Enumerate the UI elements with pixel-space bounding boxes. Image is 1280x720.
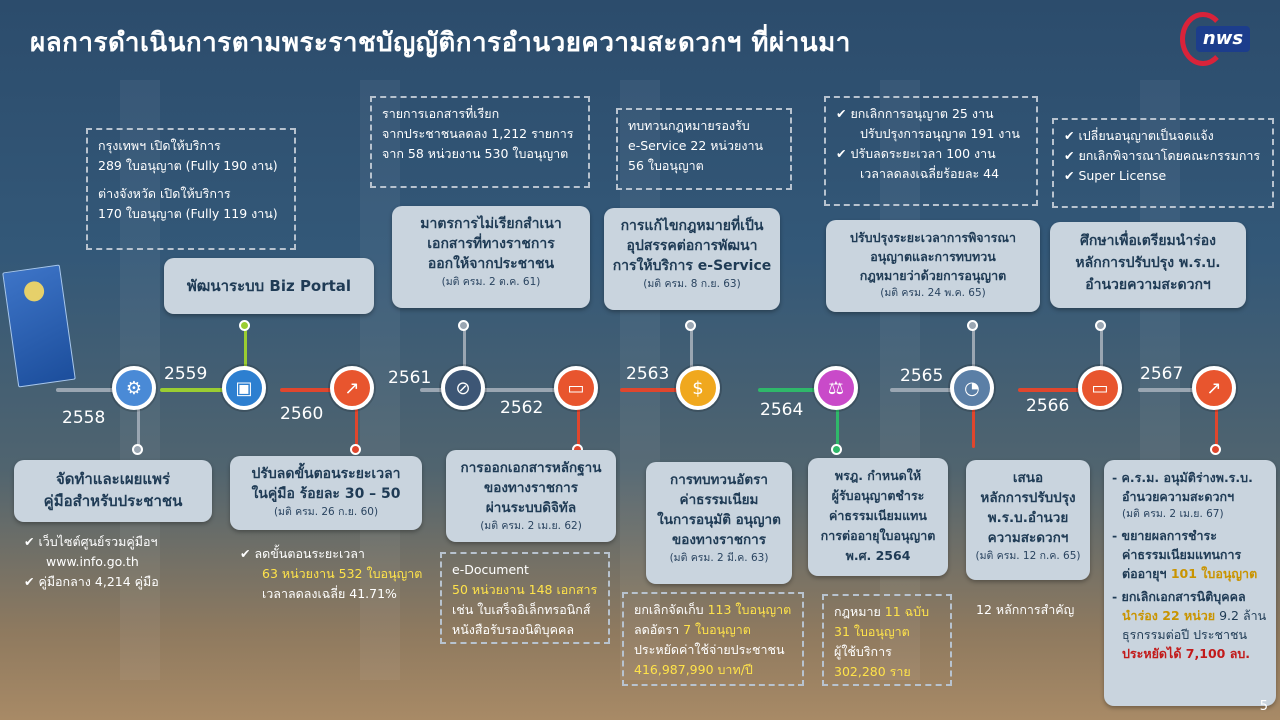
box-line: หลักการปรับปรุง: [980, 490, 1076, 506]
note-line: e-Document: [452, 562, 529, 577]
laptop-icon: ▭: [554, 366, 598, 410]
no-copy-box: [392, 206, 590, 308]
note-line: 416,987,990 บาท/ปี: [634, 662, 753, 677]
connector: [690, 330, 693, 368]
note-line: ผู้ใช้บริการ: [834, 644, 892, 659]
box-line: ปรับปรุงระยะเวลาการพิจารณา: [850, 230, 1016, 245]
box-line: การให้บริการ e-Service: [612, 258, 772, 274]
logo-text: nws: [1196, 26, 1250, 52]
connector-dot: [239, 320, 250, 331]
box-line: จัดทำและเผยแพร่: [55, 470, 171, 488]
monitor-icon: ▣: [222, 366, 266, 410]
clock-icon: ◔: [950, 366, 994, 410]
year-label: 2565: [900, 366, 944, 386]
box-text: 9.2 ล้าน: [1215, 608, 1267, 623]
manual-note: [14, 528, 212, 602]
box-sub: (มติ ครม. 26 ก.ย. 60): [273, 506, 379, 518]
box-line: พรฎ. กำหนดให้: [834, 468, 922, 483]
note-line: เช่น ใบเสร็จอิเล็กทรอนิกส์: [452, 602, 591, 617]
pilot-box: [1050, 222, 1246, 308]
note-text: ยกเลิกจัดเก็บ: [634, 602, 708, 617]
note-line: ปรับปรุงการอนุญาต 191 งาน: [860, 126, 1020, 141]
box-line: ในคู่มือ ร้อยละ 30 – 50: [251, 486, 401, 502]
propose-note: 12 หลักการสำคัญ: [976, 602, 1075, 617]
box-sub: (มติ ครม. 8 ก.ย. 63): [643, 278, 741, 290]
box-line: - ขยายผลการชำระ: [1112, 528, 1217, 543]
manual-box: [14, 460, 212, 522]
chart-up-icon: ↗: [330, 366, 374, 410]
box-line: ออกให้จากประชาชน: [427, 256, 555, 272]
note-text: เปลี่ยนอนุญาตเป็นจดแจ้ง: [1078, 128, 1214, 143]
note-text: ปรับลดระยะเวลา 100 งาน: [850, 146, 996, 161]
note-line: ✔ ปรับลดระยะเวลา 100 งาน: [836, 146, 996, 161]
note-line: ✔ Super License: [1064, 168, 1167, 183]
note-line: เวลาลดลงเฉลี่ยร้อยละ 44: [860, 166, 1000, 181]
connector: [355, 408, 358, 448]
note-line: ✔ ยกเลิกพิจารณาโดยคณะกรรมการ: [1064, 148, 1261, 163]
box-sub: (มติ ครม. 2 เม.ย. 67): [1122, 508, 1224, 520]
box-line: ของทางราชการ: [672, 532, 766, 548]
box-line: เอกสารที่ทางราชการ: [427, 236, 555, 252]
note-text: ยกเลิกการอนุญาต 25 งาน: [850, 106, 994, 121]
reduce-note: [230, 540, 422, 614]
box-line: พ.ศ. 2564: [845, 548, 911, 563]
note-line: [634, 620, 792, 640]
note-line: ต่างจังหวัด เปิดให้บริการ: [98, 186, 231, 201]
box-line: การทบทวนอัตรา: [670, 472, 768, 488]
fee-note: [622, 592, 804, 686]
connector-dot: [685, 320, 696, 331]
page-number: 5: [1259, 699, 1268, 714]
note-line: e-Service 22 หน่วยงาน: [628, 138, 764, 153]
connector: [836, 408, 839, 448]
note-line: ทบทวนกฎหมายรองรับ: [628, 118, 750, 133]
box-line: [1112, 606, 1268, 625]
box-line: หลักการปรับปรุง พ.ร.บ.: [1075, 255, 1221, 271]
note-text: ยกเลิกพิจารณาโดยคณะกรรมการ: [1078, 148, 1261, 163]
box-text: ต่ออายุฯ: [1122, 566, 1171, 581]
box-highlight: นำร่อง 22 หน่วย: [1122, 608, 1216, 623]
search-gear-icon: ⚙: [112, 366, 156, 410]
box-sub: (มติ ครม. 2 เม.ย. 62): [480, 520, 582, 532]
box-line: อำนวยความสะดวกฯ: [1122, 489, 1235, 504]
law-fix-box: [604, 208, 780, 310]
box-line: ปรับลดขั้นตอนระยะเวลา: [251, 466, 401, 482]
nws-logo: [1178, 8, 1260, 70]
year-label: 2567: [1140, 364, 1184, 384]
final-box: [1104, 460, 1276, 706]
seal-icon: [23, 280, 46, 303]
propose-box: [966, 460, 1090, 580]
box-line: เสนอ: [1012, 470, 1044, 486]
year-label: 2563: [626, 364, 670, 384]
bizportal-box: พัฒนาระบบ Biz Portal: [164, 258, 374, 314]
connector: [972, 330, 975, 368]
box-line: อุปสรรคต่อการพัฒนา: [626, 238, 758, 254]
bizportal-note: [86, 128, 296, 250]
review-box: [826, 220, 1040, 312]
note-text: กฎหมาย: [834, 604, 885, 619]
note-text: Super License: [1078, 168, 1167, 183]
note-line: ✔ คู่มือกลาง 4,214 คู่มือ: [24, 574, 159, 589]
note-line: [634, 600, 792, 620]
box-line: อนุญาตและการทบทวน: [870, 249, 996, 264]
note-highlight: 11 ฉบับ: [884, 604, 930, 619]
box-sub: (มติ ครม. 12 ก.ค. 65): [975, 550, 1081, 562]
reduce-box: [230, 456, 422, 530]
connector-dot: [458, 320, 469, 331]
fee-box: [646, 462, 792, 584]
note-line: 170 ใบอนุญาต (Fully 119 งาน): [98, 206, 278, 221]
note-highlight: 7 ใบอนุญาต: [683, 622, 751, 637]
note-line: ✔ เปลี่ยนอนุญาตเป็นจดแจ้ง: [1064, 128, 1214, 143]
permit-note: [824, 96, 1038, 206]
note-line: กรุงเทพฯ เปิดให้บริการ: [98, 138, 221, 153]
year-label: 2560: [280, 404, 324, 424]
box-sub: (มติ ครม. 2 ต.ค. 61): [441, 276, 541, 288]
connector-dot: [831, 444, 842, 455]
year-label: 2559: [164, 364, 208, 384]
eservice-note: [616, 108, 792, 190]
laptop-icon: ▭: [1078, 366, 1122, 410]
decree-box: [808, 458, 948, 576]
note-line: 31 ใบอนุญาต: [834, 624, 910, 639]
box-line: การออกเอกสารหลักฐาน: [460, 460, 602, 476]
box-line: ผู้รับอนุญาตชำระ: [831, 488, 925, 503]
box-line: ค่าธรรมเนียมแทนการ: [1122, 547, 1242, 562]
decree-note: [822, 594, 952, 686]
box-line: - ค.ร.ม. อนุมัติร่างพ.ร.บ.: [1112, 470, 1253, 485]
year-label: 2564: [760, 400, 804, 420]
no-document-icon: ⊘: [441, 366, 485, 410]
connector: [577, 408, 580, 448]
connector: [972, 408, 975, 448]
note-text: ลดขั้นตอนระยะเวลา: [254, 546, 365, 561]
note-line: 63 หน่วยงาน 532 ใบอนุญาต: [262, 566, 423, 581]
note-line: รายการเอกสารที่เรียก: [382, 106, 500, 121]
note-line: [834, 602, 940, 622]
box-line: ผ่านระบบดิจิทัล: [485, 500, 577, 516]
connector: [137, 408, 140, 448]
coin-icon: $: [676, 366, 720, 410]
connector: [463, 330, 466, 368]
box-line: การต่ออายุใบอนุญาต: [820, 528, 936, 543]
digital-note: [440, 552, 610, 644]
note-line: ✔ ลดขั้นตอนระยะเวลา: [240, 546, 365, 561]
note-text: คู่มือกลาง 4,214 คู่มือ: [38, 574, 159, 589]
box-line: ของทางราชการ: [484, 480, 578, 496]
box-line: การแก้ไขกฎหมายที่เป็น: [620, 218, 764, 234]
note-text: ลดอัตรา: [634, 622, 684, 637]
year-label: 2566: [1026, 396, 1070, 416]
note-line: หนังสือรับรองนิติบุคคล: [452, 622, 574, 637]
connector-dot: [967, 320, 978, 331]
note-line: ✔ ยกเลิกการอนุญาต 25 งาน: [836, 106, 994, 121]
box-sub: (มติ ครม. 2 มี.ค. 63): [669, 552, 769, 564]
year-label: 2561: [388, 368, 432, 388]
connector-dot: [1210, 444, 1221, 455]
connector-dot: [1095, 320, 1106, 331]
box-line: [1112, 564, 1268, 583]
box-line: คู่มือสำหรับประชาชน: [43, 492, 183, 510]
note-line: จากประชาชนลดลง 1,212 รายการ: [382, 126, 574, 141]
box-highlight: 101 ใบอนุญาต: [1170, 566, 1258, 581]
note-line: 289 ใบอนุญาต (Fully 190 งาน): [98, 158, 278, 173]
connector-dot: [350, 444, 361, 455]
note-line: ประหยัดค่าใช้จ่ายประชาชน: [634, 642, 785, 657]
note-text: เว็บไซต์ศูนย์รวมคู่มือฯ: [38, 534, 158, 549]
box-line: กฎหมายว่าด้วยการอนุญาต: [859, 268, 1007, 283]
note-line: ✔ เว็บไซต์ศูนย์รวมคู่มือฯ: [24, 534, 158, 549]
box-line: พ.ร.บ.อำนวย: [987, 510, 1069, 526]
note-line: 302,280 ราย: [834, 664, 911, 679]
note-line: 50 หน่วยงาน 148 เอกสาร: [452, 582, 598, 597]
box-line: - ยกเลิกเอกสารนิติบุคคล: [1112, 589, 1246, 604]
box-line: ความสะดวกฯ: [987, 530, 1069, 546]
license-note: [1052, 118, 1274, 208]
manual-book-image: [2, 265, 76, 388]
note-line: จาก 58 หน่วยงาน 530 ใบอนุญาต: [382, 146, 569, 161]
box-line: ประหยัดได้ 7,100 ลบ.: [1122, 646, 1251, 661]
note-line: www.info.go.th: [46, 554, 139, 569]
connector-dot: [132, 444, 143, 455]
box-line: ในการอนุมัติ อนุญาต: [657, 512, 781, 528]
page-title: ผลการดำเนินการตามพระราชบัญญัติการอำนวยความสะดวกฯ ที่ผ่านมา: [30, 28, 851, 58]
connector: [1215, 408, 1218, 448]
digital-box: [446, 450, 616, 542]
box-line: อำนวยความสะดวกฯ: [1085, 277, 1211, 293]
note-line: 56 ใบอนุญาต: [628, 158, 704, 173]
box-line: ธุรกรรมต่อปี ประชาชน: [1122, 627, 1248, 642]
year-label: 2558: [62, 408, 106, 428]
box-line: มาตรการไม่เรียกสำเนา: [420, 216, 562, 232]
box-line: ศึกษาเพื่อเตรียมนำร่อง: [1080, 233, 1216, 249]
docs-note: [370, 96, 590, 188]
box-sub: (มติ ครม. 24 พ.ค. 65): [880, 287, 986, 299]
chart-up-icon: ↗: [1192, 366, 1236, 410]
year-label: 2562: [500, 398, 544, 418]
connector: [1100, 330, 1103, 368]
note-highlight: 113 ใบอนุญาต: [707, 602, 792, 617]
note-line: เวลาลดลงเฉลี่ย 41.71%: [262, 586, 397, 601]
box-line: ค่าธรรมเนียมแทน: [829, 508, 927, 523]
box-line: ค่าธรรมเนียม: [679, 492, 759, 508]
connector: [244, 330, 247, 368]
gavel-icon: ⚖: [814, 366, 858, 410]
